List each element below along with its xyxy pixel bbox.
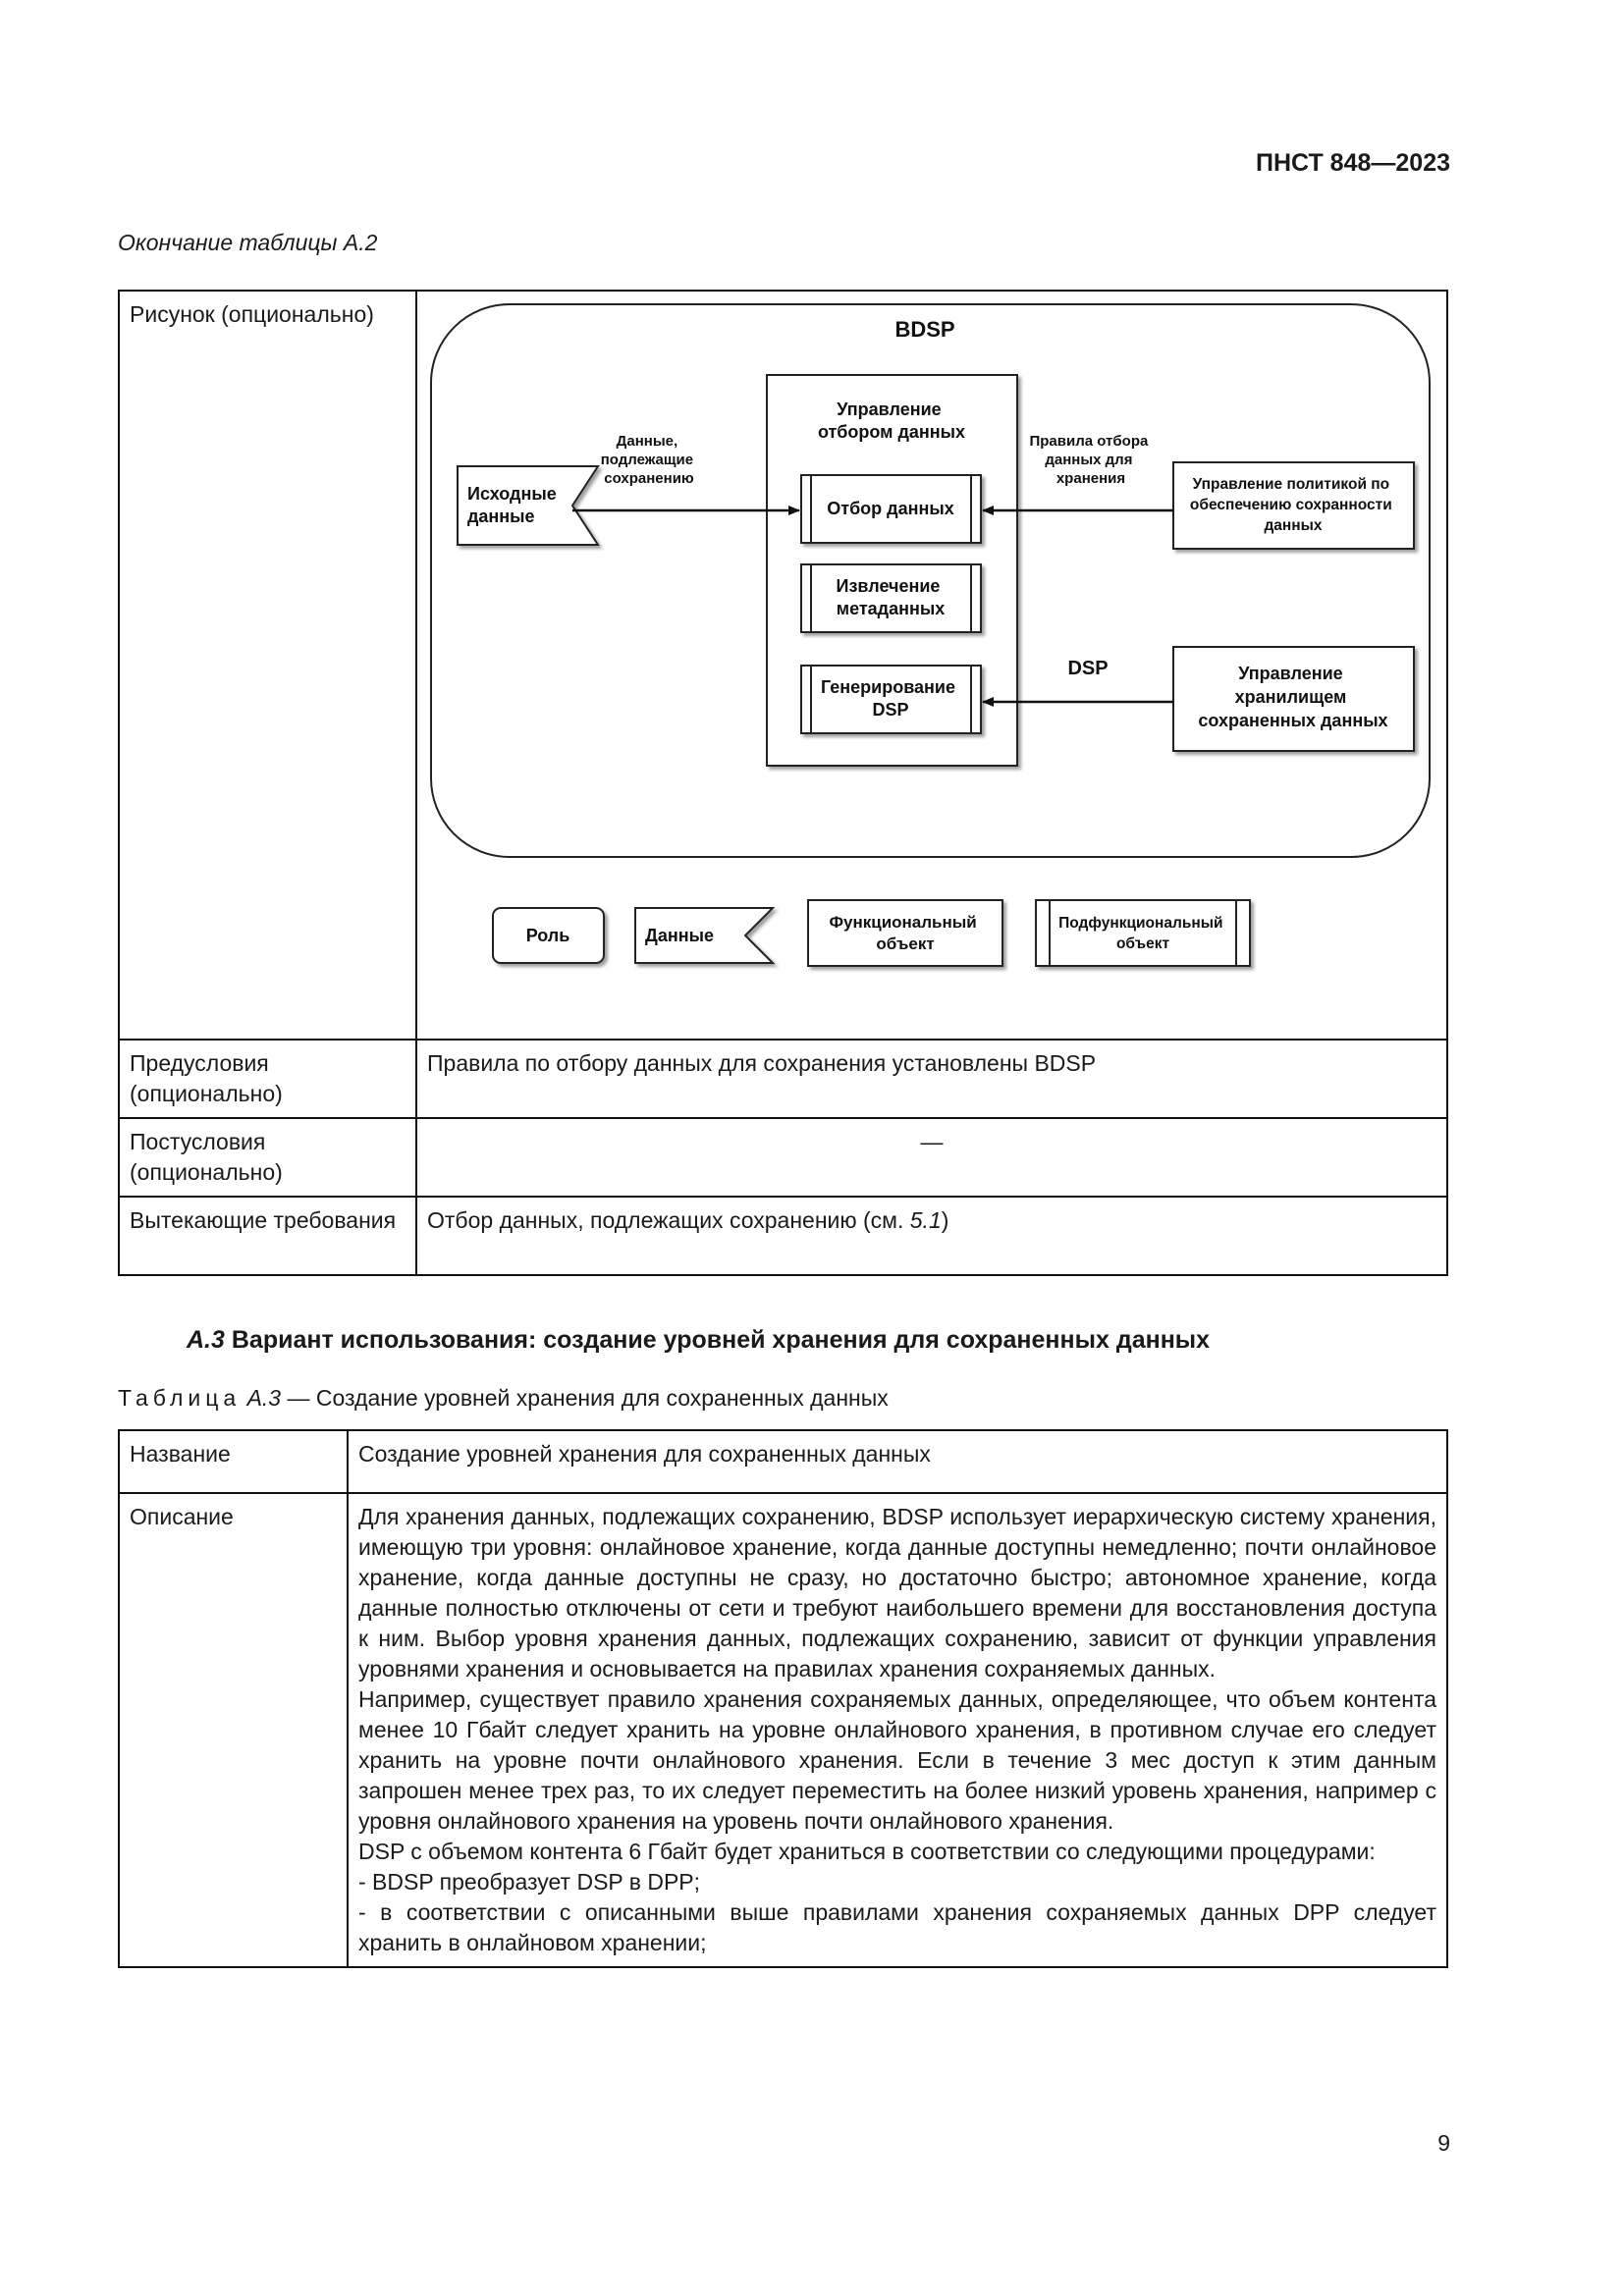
postconditions-value: — bbox=[416, 1118, 1447, 1197]
postconditions-label: Постусловия (опционально) bbox=[119, 1118, 416, 1197]
svg-text:Извлечение метадан: Извлечение метаданных bbox=[836, 576, 946, 618]
svg-text:Исходные данные: Исходные данные bbox=[467, 484, 557, 526]
svg-text:Генерирование DSP: Генерирование DSP bbox=[820, 677, 956, 720]
svg-text:Функциональный объ: Функциональный объект bbox=[829, 913, 977, 953]
svg-text:Данные: Данные bbox=[645, 926, 714, 945]
table-a3-caption: Таблица А.3 — Создание уровней хранения для сохраненных данных bbox=[118, 1385, 889, 1411]
preconditions-label: Предусловия (опционально) bbox=[119, 1040, 416, 1118]
description-paragraph: Для хранения данных, подлежащих сохранению, BDSP использует иерархическую систему хранения, имеющую три уровня: онлайновое хранение, когда данные доступны немедленно; почти онлайновое хранение, когда данные доступны не сразу, но достаточно быстро; автономное хранение, когда данные полностью отключены от сети и требуют наибольшего времени для восстановления доступа к ним. Выбор уровня хранения данных, подлежащих сохранению, зависит от функции управления уровнями хранения и основывается на правилах хранения сохраняемых данных. bbox=[358, 1504, 1436, 1682]
name-value: Создание уровней хранения для сохраненных данных bbox=[348, 1430, 1447, 1493]
table-row bbox=[119, 291, 1447, 1040]
table-row bbox=[119, 1040, 1447, 1118]
description-value bbox=[348, 1493, 1447, 1967]
table-a2 bbox=[118, 290, 1448, 1276]
svg-text:Подфункциональный: Подфункциональный объект bbox=[1058, 915, 1223, 952]
bdsp-title: BDSP bbox=[894, 317, 955, 342]
legend-functional bbox=[808, 900, 1002, 966]
subfunction-selection bbox=[801, 475, 981, 543]
table-row bbox=[119, 1493, 1447, 1967]
figure-cell bbox=[416, 291, 1447, 1040]
policy-management-node bbox=[1173, 462, 1414, 549]
description-label: Описание bbox=[119, 1493, 348, 1967]
table-continuation-note: Окончание таблицы А.2 bbox=[118, 230, 378, 255]
svg-text:Управление политикой по: Управление политикой по обеспечению сохранности данных bbox=[1189, 476, 1392, 534]
bdsp-diagram bbox=[417, 292, 1446, 1039]
figure-label-cell bbox=[119, 291, 416, 1040]
list-item: - в соответствии с описанными выше правилами хранения сохраняемых данных DPP следует хранить в онлайновом хранении; bbox=[358, 1899, 1436, 1955]
preconditions-value: Правила по отбору данных для сохранения установлены BDSP bbox=[416, 1040, 1447, 1118]
table-a3 bbox=[118, 1429, 1448, 1968]
name-label: Название bbox=[119, 1430, 348, 1493]
data-flow-label: Данные, подлежащие сохранению bbox=[600, 433, 694, 487]
svg-text:Отбор данных: Отбор данных bbox=[827, 499, 954, 518]
legend-subfunctional bbox=[1036, 900, 1250, 966]
description-paragraph: Например, существует правило хранения сохраняемых данных, определяющее, что объем контента менее 10 Гбайт следует хранить на уровне онлайнового хранения, в противном случае его следует хранить на уровне почти онлайнового хранения. Если в течение 3 мес доступ к этим данным запрошен менее трех раз, то их следует переместить на более низкий уровень хранения, например с уровня онлайнового хранения на уровень почти онлайнового хранения. bbox=[358, 1686, 1436, 1834]
standard-number: ПНСТ 848—2023 bbox=[1256, 149, 1450, 177]
table-row bbox=[119, 1118, 1447, 1197]
table-row bbox=[119, 1430, 1447, 1493]
section-reference: 5.1 bbox=[909, 1207, 942, 1233]
storage-management-node bbox=[1173, 647, 1414, 751]
requirements-label: Вытекающие требования bbox=[119, 1197, 416, 1275]
rules-flow-label: Правила отбора данных для хранения bbox=[1029, 433, 1149, 487]
subfunction-generation bbox=[801, 666, 981, 733]
svg-text:Роль: Роль bbox=[525, 926, 570, 945]
section-heading-a3: А.3 Вариант использования: создание уровней хранения для сохраненных данных bbox=[187, 1326, 1211, 1354]
svg-text:Управление хранили: Управление хранилищем сохраненных данных bbox=[1198, 664, 1388, 730]
dsp-flow-label: DSP bbox=[1067, 658, 1109, 679]
figure-label: Рисунок (опционально) bbox=[130, 301, 374, 327]
requirements-value: Отбор данных, подлежащих сохранению (см. 5.1) bbox=[416, 1197, 1447, 1275]
legend-role bbox=[493, 908, 604, 963]
description-paragraph: DSP с объемом контента 6 Гбайт будет храниться в соответствии со следующими процедурами: bbox=[358, 1839, 1376, 1864]
list-item: - BDSP преобразует DSP в DPP; bbox=[358, 1869, 701, 1895]
table-row bbox=[119, 1197, 1447, 1275]
page-number: 9 bbox=[1437, 2130, 1450, 2156]
legend-data bbox=[635, 908, 773, 963]
subfunction-metadata bbox=[801, 564, 981, 632]
selection-management-title: Управление отбором данных bbox=[817, 400, 966, 442]
